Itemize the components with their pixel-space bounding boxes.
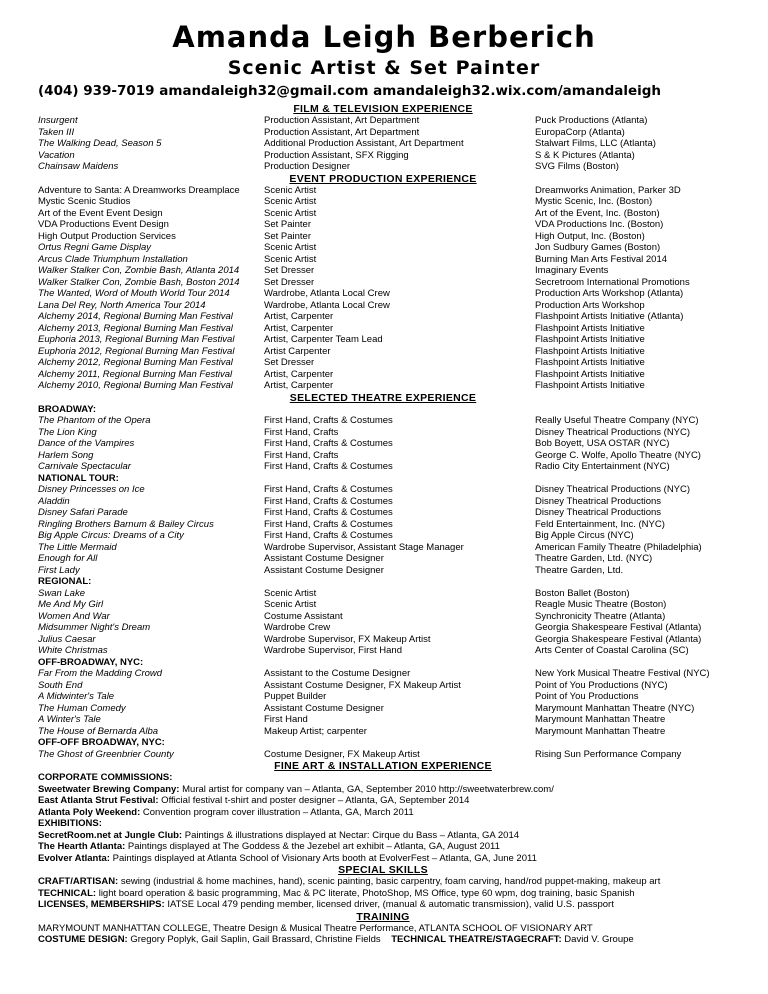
table-row: [38, 115, 728, 127]
detail-line: [38, 807, 728, 819]
table-row: [38, 334, 728, 346]
company-cell: Point of You Productions: [535, 691, 639, 702]
project-cell: Taken III: [38, 126, 75, 138]
project-cell: A Midwinter's Tale: [38, 691, 115, 702]
company-cell: George C. Wolfe, Apollo Theatre (NYC): [535, 449, 701, 461]
company-cell: Disney Theatrical Productions (NYC): [535, 484, 691, 495]
company-cell: Production Arts Workshop (Atlanta): [535, 288, 684, 299]
project-cell: Alchemy 2013, Regional Burning Man Festival: [38, 322, 233, 334]
role-cell: First Hand, Crafts & Costumes: [264, 438, 393, 449]
table-row: [38, 150, 728, 162]
company-cell: New York Musical Theatre Festival (NYC): [535, 668, 710, 679]
company-cell: Big Apple Circus (NYC): [535, 530, 634, 541]
company-cell: Flashpoint Artists Initiative: [535, 322, 645, 334]
table-row: [38, 357, 728, 369]
role-cell: Wardrobe Supervisor, Assistant Stage Manager: [264, 541, 464, 553]
detail-text: light board operation & basic programming, Mac & PC literate, PhotoShop, MS Office, type 60 wpm, dog training, basic Spanish: [96, 887, 635, 899]
company-cell: Feld Entertainment, Inc. (NYC): [535, 518, 665, 530]
table-row: [38, 346, 728, 358]
table-row: [38, 196, 728, 208]
project-cell: Adventure to Santa: A Dreamworks Dreamplace: [38, 184, 240, 196]
section-heading-training: TRAINING: [356, 910, 410, 923]
resume-title: Scenic Artist & Set Painter: [227, 57, 541, 79]
role-cell: First Hand, Crafts: [264, 449, 339, 461]
detail-text: sewing (industrial & home machines, hand), scenic painting, basic carpentry, foam carving, hand/rod puppet-making, makeup art: [118, 876, 661, 887]
project-cell: Dance of the Vampires: [38, 438, 135, 449]
company-cell: High Output, Inc. (Boston): [535, 230, 645, 242]
project-cell: Walker Stalker Con, Zombie Bash, Boston 2014: [38, 276, 240, 288]
table-row: [38, 242, 728, 254]
project-cell: Lana Del Rey, North America Tour 2014: [38, 299, 206, 311]
role-cell: Puppet Builder: [264, 691, 327, 702]
project-cell: Insurgent: [38, 115, 78, 126]
section-heading-event: EVENT PRODUCTION EXPERIENCE: [289, 172, 477, 185]
role-cell: Set Dresser: [264, 265, 315, 276]
role-cell: Assistant Costume Designer: [264, 564, 384, 576]
table-row: [38, 588, 728, 600]
company-cell: Rising Sun Performance Company: [535, 748, 682, 760]
company-cell: Synchronicity Theatre (Atlanta): [535, 610, 666, 622]
role-cell: Assistant Costume Designer, FX Makeup Artist: [264, 679, 461, 691]
role-cell: Set Painter: [264, 230, 311, 242]
detail-label: Atlanta Poly Weekend:: [38, 806, 141, 818]
theatre-category-label: OFF-BROADWAY, NYC:: [38, 656, 144, 668]
project-cell: Disney Princesses on Ice: [38, 484, 145, 495]
detail-label: Sweetwater Brewing Company:: [38, 783, 180, 795]
project-cell: Harlem Song: [38, 449, 94, 461]
detail-line: [38, 795, 728, 807]
table-row: [38, 461, 728, 473]
company-cell: Jon Sudbury Games (Boston): [535, 242, 661, 253]
project-cell: White Christmas: [38, 645, 108, 656]
project-cell: Alchemy 2014, Regional Burning Man Festival: [38, 311, 233, 322]
role-cell: Production Assistant, Art Department: [264, 126, 420, 138]
role-cell: Artist Carpenter: [264, 345, 331, 357]
project-cell: Disney Safari Parade: [38, 507, 128, 518]
role-cell: First Hand, Crafts & Costumes: [264, 415, 393, 426]
role-cell: Scenic Artist: [264, 599, 317, 610]
theatre-category-label: REGIONAL:: [38, 576, 92, 587]
project-cell: Big Apple Circus: Dreams of a City: [38, 530, 184, 541]
role-cell: First Hand, Crafts: [264, 426, 339, 438]
company-cell: Marymount Manhattan Theatre: [535, 725, 666, 737]
role-cell: First Hand, Crafts & Costumes: [264, 507, 393, 518]
role-cell: Production Assistant, Art Department: [264, 115, 420, 126]
company-cell: Art of the Event, Inc. (Boston): [535, 207, 660, 219]
section-heading-theatre: SELECTED THEATRE EXPERIENCE: [289, 391, 477, 404]
project-cell: Walker Stalker Con, Zombie Bash, Atlanta 2014: [38, 265, 240, 276]
detail-label: CRAFT/ARTISAN:: [38, 876, 119, 887]
resume-name: Amanda Leigh Berberich: [172, 20, 596, 54]
table-row: [38, 507, 728, 519]
project-cell: Mystic Scenic Studios: [38, 196, 131, 207]
role-cell: Assistant Costume Designer: [264, 553, 384, 564]
company-cell: Point of You Productions (NYC): [535, 679, 668, 691]
table-row: [38, 668, 728, 680]
project-cell: Art of the Event Event Design: [38, 207, 163, 219]
role-cell: Artist, Carpenter: [264, 368, 334, 380]
company-cell: Flashpoint Artists Initiative: [535, 345, 645, 357]
table-row: [38, 645, 728, 657]
company-cell: Production Arts Workshop: [535, 299, 645, 311]
company-cell: Reagle Music Theatre (Boston): [535, 599, 667, 610]
role-cell: Assistant Costume Designer: [264, 702, 384, 714]
project-cell: Alchemy 2012, Regional Burning Man Festival: [38, 357, 233, 368]
table-row: [38, 254, 728, 266]
detail-line: [38, 830, 728, 842]
table-row: [38, 208, 728, 220]
role-cell: Scenic Artist: [264, 253, 317, 265]
corporate-commissions-label: CORPORATE COMMISSIONS:: [38, 772, 173, 783]
tech-theatre-label: TECHNICAL THEATRE/STAGECRAFT:: [391, 934, 562, 945]
project-cell: A Winter's Tale: [38, 714, 101, 725]
role-cell: Scenic Artist: [264, 242, 317, 253]
training-line: MARYMOUNT MANHATTAN COLLEGE, Theatre Design & Musical Theatre Performance, ATLANTA SCHOOL OF VISIONARY ART: [38, 922, 593, 934]
table-row: [38, 714, 728, 726]
company-cell: Theatre Garden, Ltd. (NYC): [535, 553, 653, 564]
project-cell: Julius Caesar: [38, 633, 96, 645]
detail-line: [38, 888, 728, 900]
section-heading-fine-art: FINE ART & INSTALLATION EXPERIENCE: [274, 760, 492, 772]
project-cell: The Phantom of the Opera: [38, 415, 151, 426]
table-row: [38, 634, 728, 646]
film-list: [38, 115, 728, 173]
company-cell: Flashpoint Artists Initiative: [535, 380, 645, 391]
table-row: [38, 161, 728, 173]
project-cell: Alchemy 2010, Regional Burning Man Festival: [38, 380, 233, 391]
table-row: [38, 138, 728, 150]
table-row: [38, 323, 728, 335]
detail-text: Mural artist for company van – Atlanta, GA, September 2010 http://sweetwaterbrew.com/: [179, 783, 554, 795]
project-cell: The Walking Dead, Season 5: [38, 138, 162, 149]
project-cell: Swan Lake: [38, 587, 86, 599]
table-row: [38, 703, 728, 715]
table-row: [38, 185, 728, 197]
tech-theatre-text: David V. Groupe: [561, 934, 634, 945]
detail-line: [38, 899, 728, 911]
table-row: [38, 288, 728, 300]
resume-body: [38, 103, 728, 946]
company-cell: Disney Theatrical Productions: [535, 495, 662, 507]
role-cell: First Hand, Crafts & Costumes: [264, 484, 393, 495]
table-row: [38, 565, 728, 577]
role-cell: Scenic Artist: [264, 587, 317, 599]
project-cell: Vacation: [38, 149, 75, 161]
contact-line: (404) 939-7019 amandaleigh32@gmail.com amandaleigh32.wix.com/amandaleigh: [38, 83, 662, 99]
table-row: [38, 277, 728, 289]
table-row: [38, 611, 728, 623]
table-row: [38, 427, 728, 439]
project-cell: Euphoria 2013, Regional Burning Man Festival: [38, 334, 235, 345]
company-cell: Flashpoint Artists Initiative: [535, 357, 645, 368]
detail-text: Convention program cover illustration – Atlanta, GA, March 2011: [140, 806, 414, 818]
company-cell: Secretroom International Promotions: [535, 276, 690, 288]
detail-text: Official festival t-shirt and poster designer – Atlanta, GA, September 2014: [158, 795, 470, 806]
role-cell: Set Dresser: [264, 276, 315, 288]
company-cell: Georgia Shakespeare Festival (Atlanta): [535, 633, 702, 645]
table-row: [38, 438, 728, 450]
theatre-category-label: OFF-OFF BROADWAY, NYC:: [38, 737, 165, 748]
project-cell: VDA Productions Event Design: [38, 219, 169, 230]
role-cell: Wardrobe Supervisor, FX Makeup Artist: [264, 633, 431, 645]
role-cell: Set Painter: [264, 219, 311, 230]
company-cell: Really Useful Theatre Company (NYC): [535, 415, 699, 426]
corporate-list: [38, 784, 728, 819]
table-row: [38, 519, 728, 531]
company-cell: Disney Theatrical Productions (NYC): [535, 426, 691, 438]
table-row: [38, 369, 728, 381]
company-cell: Boston Ballet (Boston): [535, 587, 630, 599]
company-cell: VDA Productions Inc. (Boston): [535, 219, 664, 230]
project-cell: South End: [38, 679, 83, 691]
costume-design-text: Gregory Poplyk, Gail Saplin, Gail Brassard, Christine Fields: [127, 934, 381, 945]
project-cell: Far From the Madding Crowd: [38, 668, 163, 679]
company-cell: Marymount Manhattan Theatre (NYC): [535, 702, 695, 714]
role-cell: Wardrobe Supervisor, First Hand: [264, 645, 402, 656]
company-cell: Marymount Manhattan Theatre: [535, 714, 666, 725]
table-row: [38, 265, 728, 277]
skills-list: [38, 876, 728, 911]
role-cell: Costume Assistant: [264, 610, 343, 622]
company-cell: Stalwart Films, LLC (Atlanta): [535, 138, 656, 149]
table-row: [38, 450, 728, 462]
company-cell: Burning Man Arts Festival 2014: [535, 253, 668, 265]
detail-text: IATSE Local 479 pending member, licensed driver, (manual & automatic transmission), valid U.S. passport: [164, 899, 614, 910]
role-cell: First Hand, Crafts & Costumes: [264, 530, 393, 541]
detail-label: East Atlanta Strut Festival:: [38, 795, 159, 806]
company-cell: EuropaCorp (Atlanta): [535, 126, 625, 138]
project-cell: The House of Bernarda Alba: [38, 725, 159, 737]
detail-line: [38, 784, 728, 796]
role-cell: Scenic Artist: [264, 196, 317, 207]
table-row: [38, 380, 728, 392]
table-row: [38, 530, 728, 542]
project-cell: The Wanted, Word of Mouth World Tour 2014: [38, 288, 230, 299]
company-cell: Theatre Garden, Ltd.: [535, 564, 624, 576]
company-cell: Arts Center of Coastal Carolina (SC): [535, 645, 689, 656]
role-cell: Artist, Carpenter Team Lead: [264, 334, 383, 345]
exhibitions-label: EXHIBITIONS:: [38, 818, 102, 829]
role-cell: Wardrobe Crew: [264, 622, 331, 633]
role-cell: Wardrobe, Atlanta Local Crew: [264, 288, 390, 299]
role-cell: Assistant to the Costume Designer: [264, 668, 411, 679]
section-heading-film: FILM & TELEVISION EXPERIENCE: [293, 103, 473, 115]
detail-label: LICENSES, MEMBERSHIPS:: [38, 899, 165, 910]
detail-text: Paintings displayed at The Goddess & the Jezebel art exhibit – Atlanta, GA, August 2011: [125, 841, 500, 852]
project-cell: Ringling Brothers Barnum & Bailey Circus: [38, 518, 214, 530]
role-cell: Production Designer: [264, 161, 351, 172]
project-cell: High Output Production Services: [38, 230, 176, 242]
table-row: [38, 599, 728, 611]
role-cell: Costume Designer, FX Makeup Artist: [264, 748, 420, 760]
table-row: [38, 726, 728, 738]
table-row: [38, 691, 728, 703]
table-row: [38, 219, 728, 231]
company-cell: SVG Films (Boston): [535, 161, 619, 172]
company-cell: Bob Boyett, USA OSTAR (NYC): [535, 438, 670, 449]
detail-label: The Hearth Atlanta:: [38, 841, 126, 852]
project-cell: Enough for All: [38, 553, 98, 564]
company-cell: Imaginary Events: [535, 265, 609, 276]
company-cell: American Family Theatre (Philadelphia): [535, 541, 702, 553]
role-cell: Set Dresser: [264, 357, 315, 368]
company-cell: Flashpoint Artists Initiative: [535, 368, 645, 380]
role-cell: Additional Production Assistant, Art Department: [264, 138, 464, 149]
project-cell: Me And My Girl: [38, 599, 104, 610]
table-row: [38, 311, 728, 323]
table-row: [38, 680, 728, 692]
role-cell: Makeup Artist; carpenter: [264, 725, 367, 737]
exhibitions-list: [38, 830, 728, 865]
company-cell: Radio City Entertainment (NYC): [535, 461, 670, 472]
company-cell: Flashpoint Artists Initiative: [535, 334, 645, 345]
project-cell: Euphoria 2012, Regional Burning Man Festival: [38, 345, 235, 357]
role-cell: Artist, Carpenter: [264, 322, 334, 334]
table-row: [38, 496, 728, 508]
company-cell: Flashpoint Artists Initiative (Atlanta): [535, 311, 684, 322]
project-cell: Alchemy 2011, Regional Burning Man Festival: [38, 368, 233, 380]
table-row: [38, 300, 728, 312]
detail-line: [38, 841, 728, 853]
project-cell: Chainsaw Maidens: [38, 161, 119, 172]
role-cell: Scenic Artist: [264, 184, 317, 196]
costume-design-label: COSTUME DESIGN:: [38, 934, 128, 945]
theatre-category-label: BROADWAY:: [38, 403, 97, 415]
role-cell: First Hand, Crafts & Costumes: [264, 495, 393, 507]
table-row: [38, 542, 728, 554]
table-row: [38, 484, 728, 496]
detail-label: Evolver Atlanta:: [38, 852, 110, 864]
company-cell: S & K Pictures (Atlanta): [535, 149, 635, 161]
role-cell: Artist, Carpenter: [264, 311, 334, 322]
theatre-category-label: NATIONAL TOUR:: [38, 472, 119, 484]
company-cell: Disney Theatrical Productions: [535, 507, 662, 518]
project-cell: The Little Mermaid: [38, 541, 117, 553]
project-cell: The Ghost of Greenbrier County: [38, 748, 174, 760]
detail-label: TECHNICAL:: [38, 887, 97, 899]
role-cell: First Hand, Crafts & Costumes: [264, 461, 393, 472]
detail-text: Paintings & illustrations displayed at Nectar: Cirque du Bass – Atlanta, GA 2014: [182, 829, 520, 841]
detail-line: [38, 853, 728, 865]
table-row: [38, 231, 728, 243]
detail-label: SecretRoom.net at Jungle Club:: [38, 829, 183, 841]
project-cell: First Lady: [38, 564, 80, 576]
project-cell: The Human Comedy: [38, 702, 126, 714]
table-row: [38, 415, 728, 427]
company-cell: Georgia Shakespeare Festival (Atlanta): [535, 622, 702, 633]
project-cell: Carnivale Spectacular: [38, 461, 131, 472]
table-row: [38, 127, 728, 139]
project-cell: Ortus Regni Game Display: [38, 242, 151, 253]
project-cell: The Lion King: [38, 426, 97, 438]
role-cell: Scenic Artist: [264, 207, 317, 219]
table-row: [38, 749, 728, 761]
role-cell: First Hand: [264, 714, 308, 725]
theatre-list: [38, 404, 728, 761]
event-list: [38, 185, 728, 392]
company-cell: Puck Productions (Atlanta): [535, 115, 648, 126]
role-cell: Artist, Carpenter: [264, 380, 334, 391]
project-cell: Aladdin: [38, 495, 70, 507]
project-cell: Women And War: [38, 610, 110, 622]
role-cell: Production Assistant, SFX Rigging: [264, 149, 409, 161]
project-cell: Arcus Clade Triumphum Installation: [38, 253, 188, 265]
table-row: [38, 553, 728, 565]
training-instructors: [38, 934, 728, 946]
detail-line: [38, 876, 728, 888]
section-heading-skills: SPECIAL SKILLS: [338, 864, 428, 876]
company-cell: Mystic Scenic, Inc. (Boston): [535, 196, 653, 207]
role-cell: Wardrobe, Atlanta Local Crew: [264, 299, 390, 311]
role-cell: First Hand, Crafts & Costumes: [264, 518, 393, 530]
table-row: [38, 622, 728, 634]
project-cell: Midsummer Night's Dream: [38, 622, 151, 633]
detail-text: Paintings displayed at Atlanta School of Visionary Arts booth at EvolverFest – Atlanta, GA, June 2011: [109, 852, 537, 864]
company-cell: Dreamworks Animation, Parker 3D: [535, 184, 681, 196]
